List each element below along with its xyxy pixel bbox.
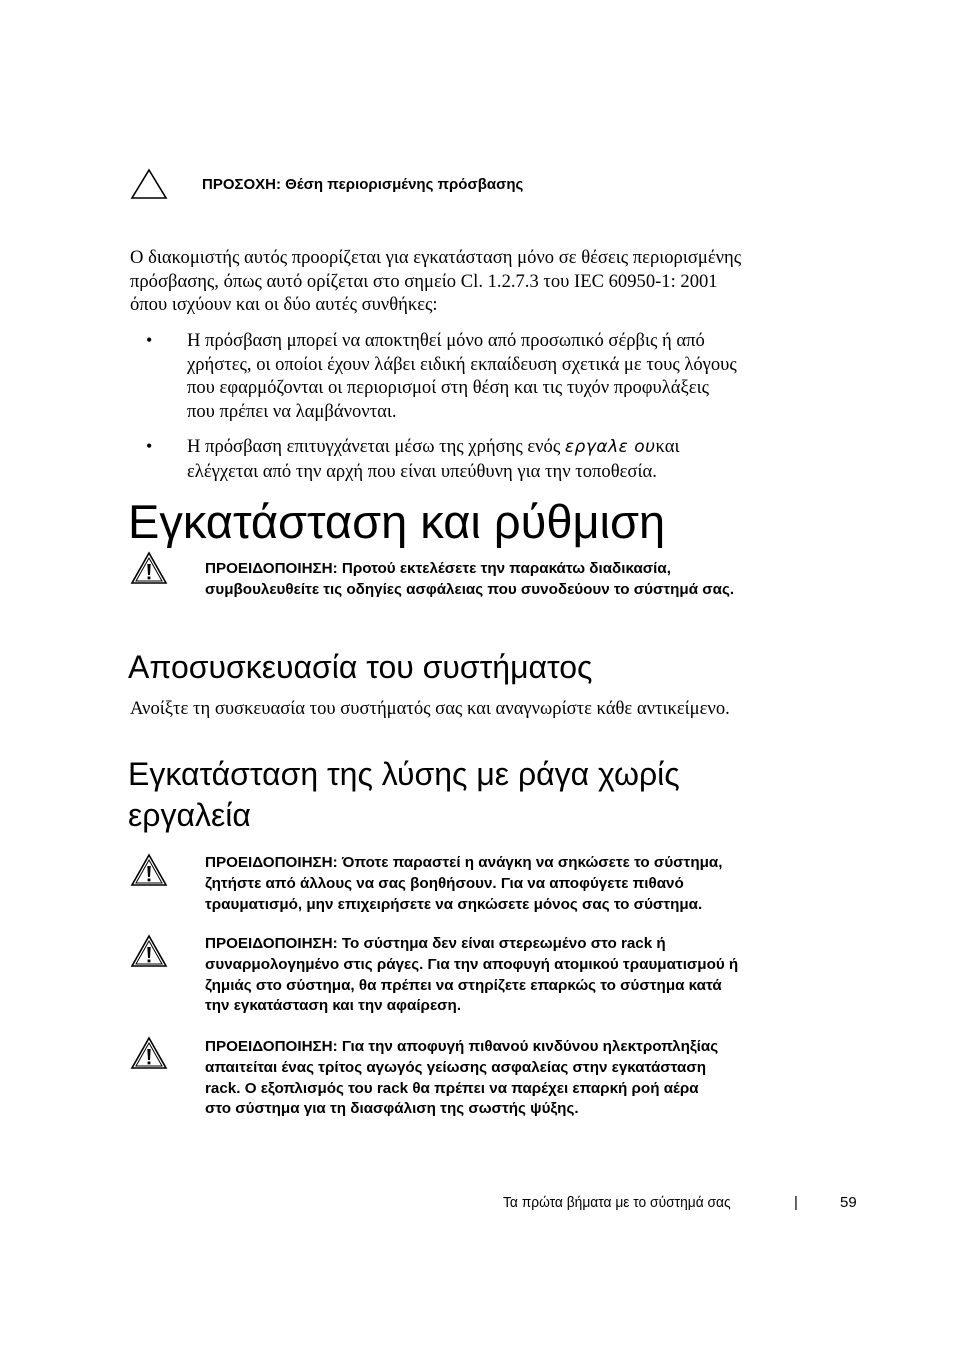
bullet-line: Η πρόσβαση μπορεί να αποκτηθεί μόνο από προσωπικό σέρβις ή από — [187, 330, 705, 351]
warning-line: την εγκατάσταση και την αφαίρεση. — [205, 997, 462, 1015]
warning-line: συμβουλευθείτε τις οδηγίες ασφάλειας που συνοδεύουν το σύστημά σας. — [205, 580, 735, 598]
warning-line: ΠΡΟΕΙΔΟΠΟΙΗΣΗ: Για την αποφυγή πιθανού κινδύνου ηλεκτροπληξίας — [205, 1038, 719, 1055]
bullet-line-end: και — [655, 436, 680, 457]
bullet-line: ελέγχεται από την αρχή που είναι υπεύθυνη για την τοποθεσία. — [187, 460, 657, 482]
warning-exclamation-icon — [130, 853, 168, 887]
warning-lift — [205, 853, 722, 915]
intro-line: Ο διακομιστής αυτός προορίζεται για εγκατάσταση μόνο σε θέσεις περιορισμένης — [130, 247, 742, 268]
warning-line: ΠΡΟΕΙΔΟΠΟΙΗΣΗ: Όποτε παραστεί η ανάγκη να σηκώσετε το σύστημα, — [205, 854, 723, 871]
footer-separator: | — [794, 1194, 798, 1211]
bullet-marker: • — [146, 330, 153, 350]
warning-line: στο σύστημα για τη διασφάλιση της σωστής ψύξης. — [205, 1100, 579, 1118]
warning-rack — [205, 934, 738, 1017]
warning-line: συναρμολογημένο στις ράγες. Για την αποφυγή ατομικού τραυματισμού ή — [205, 955, 739, 973]
warning-line: ζητήστε από άλλους να σας βοηθήσουν. Για να αποφύγετε πιθανό — [205, 874, 684, 892]
caution-heading: ΠΡΟΣΟΧΗ: Θέση περιορισμένης πρόσβασης — [202, 176, 524, 193]
warning-setup — [205, 559, 734, 601]
rail-heading-line: Εγκατάσταση της λύσης με ράγα χωρίς — [128, 756, 680, 792]
warning-line: rack. Ο εξοπλισμός του rack θα πρέπει να παρέχει επαρκή ροή αέρα — [205, 1079, 699, 1097]
section-title: Εγκατάσταση και ρύθμιση — [128, 495, 666, 548]
warning-grounding — [205, 1037, 718, 1120]
footer-title: Τα πρώτα βήματα με το σύστημά σας — [503, 1194, 731, 1211]
bullet-marker: • — [146, 436, 153, 456]
bullet-line: που πρέπει να λαμβάνονται. — [187, 400, 397, 422]
caution-triangle-icon — [130, 168, 168, 200]
warning-line: τραυματισμό, μην επιχειρήσετε να σηκώσετε μόνος σας το σύστημα. — [205, 895, 703, 913]
warning-exclamation-icon — [130, 934, 168, 968]
page-number: 59 — [840, 1194, 857, 1211]
intro-paragraph — [130, 246, 870, 317]
bullet-item — [187, 435, 877, 483]
warning-line: ΠΡΟΕΙΔΟΠΟΙΗΣΗ: Προτού εκτελέσετε την παρακάτω διαδικασία, — [205, 560, 671, 577]
bullet-line: χρήστες, οι οποίοι έχουν λάβει ειδική εκπαίδευση σχετικά με τους λόγους — [187, 353, 737, 375]
bullet-item — [187, 329, 877, 423]
warning-line: ζημιάς στο σύστημα, θα πρέπει να στηρίζετε επαρκώς το σύστημα κατά — [205, 976, 722, 994]
warning-exclamation-icon — [130, 1036, 168, 1070]
warning-exclamation-icon — [130, 551, 168, 585]
warning-line: απαιτείται ένας τρίτος αγωγός γείωσης ασφαλείας στην εγκατάσταση — [205, 1058, 707, 1076]
bullet-line: που εφαρμόζονται οι περιορισμοί στη θέση και τις τυχόν προφυλάξεις — [187, 377, 709, 398]
unpack-text: Ανοίξτε τη συσκευασία του συστήματός σας και αναγνωρίστε κάθε αντικείμενο. — [130, 698, 730, 719]
tool-term: εργαλε ου — [564, 437, 656, 457]
bullet-line: Η πρόσβαση επιτυγχάνεται μέσω της χρήσης ενός — [187, 436, 565, 457]
rail-heading-line: εργαλεία — [128, 797, 251, 833]
intro-line: όπου ισχύουν και οι δύο αυτές συνθήκες: — [130, 294, 438, 315]
intro-line: πρόσβασης, όπως αυτό ορίζεται στο σημείο Cl. 1.2.7.3 του IEC 60950-1: 2001 — [130, 270, 718, 292]
warning-line: ΠΡΟΕΙΔΟΠΟΙΗΣΗ: Το σύστημα δεν είναι στερεωμένο στο rack ή — [205, 935, 666, 952]
unpack-heading: Αποσυσκευασία του συστήματος — [128, 649, 593, 685]
